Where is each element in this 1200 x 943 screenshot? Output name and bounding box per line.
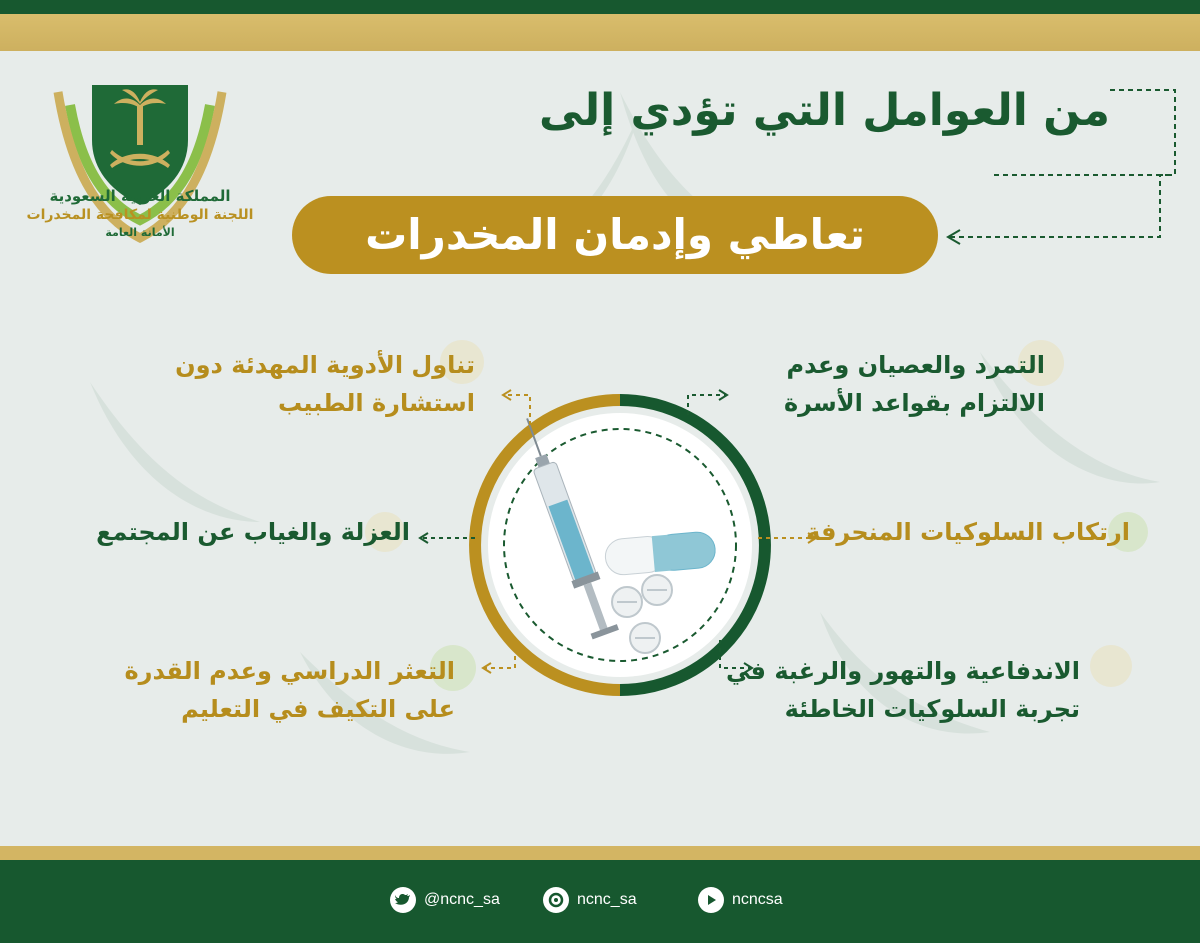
factor-isolation: العزلة والغياب عن المجتمع — [96, 518, 410, 546]
youtube-handle: ncncsa — [732, 891, 783, 908]
social-snapchat[interactable] — [543, 884, 637, 916]
factor-academic-struggle: التعثر الدراسي وعدم القدرة على التكيف في التعليم — [124, 657, 455, 723]
logo-line-secretariat: الأمانة العامة — [105, 226, 175, 239]
youtube-play-icon — [698, 887, 724, 913]
factor-deviant-behavior: ارتكاب السلوكيات المنحرفة — [806, 518, 1130, 546]
logo-line-kingdom: المملكة العربية السعودية — [49, 187, 231, 205]
logo-line-committee: اللجنة الوطنية لمكافحة المخدرات — [26, 207, 254, 223]
factor-impulsiveness: الاندفاعية والتهور والرغبة في تجربة السلوكيات الخاطئة — [726, 657, 1080, 723]
snapchat-handle: ncnc_sa — [577, 891, 637, 908]
twitter-handle: @ncnc_sa — [424, 891, 500, 908]
bottom-gold-band — [0, 846, 1200, 860]
twitter-icon — [390, 887, 416, 913]
social-twitter[interactable] — [390, 884, 500, 916]
factor-sedatives: تناول الأدوية المهدئة دون استشارة الطبيب — [175, 351, 475, 417]
page-title: من العوامل التي تؤدي إلى — [539, 85, 1110, 136]
headline-text: تعاطي وإدمان المخدرات — [365, 210, 865, 259]
snapchat-icon — [543, 887, 569, 913]
factor-rebellion: التمرد والعصيان وعدم الالتزام بقواعد الأسرة — [784, 351, 1045, 417]
social-youtube[interactable] — [698, 884, 783, 916]
